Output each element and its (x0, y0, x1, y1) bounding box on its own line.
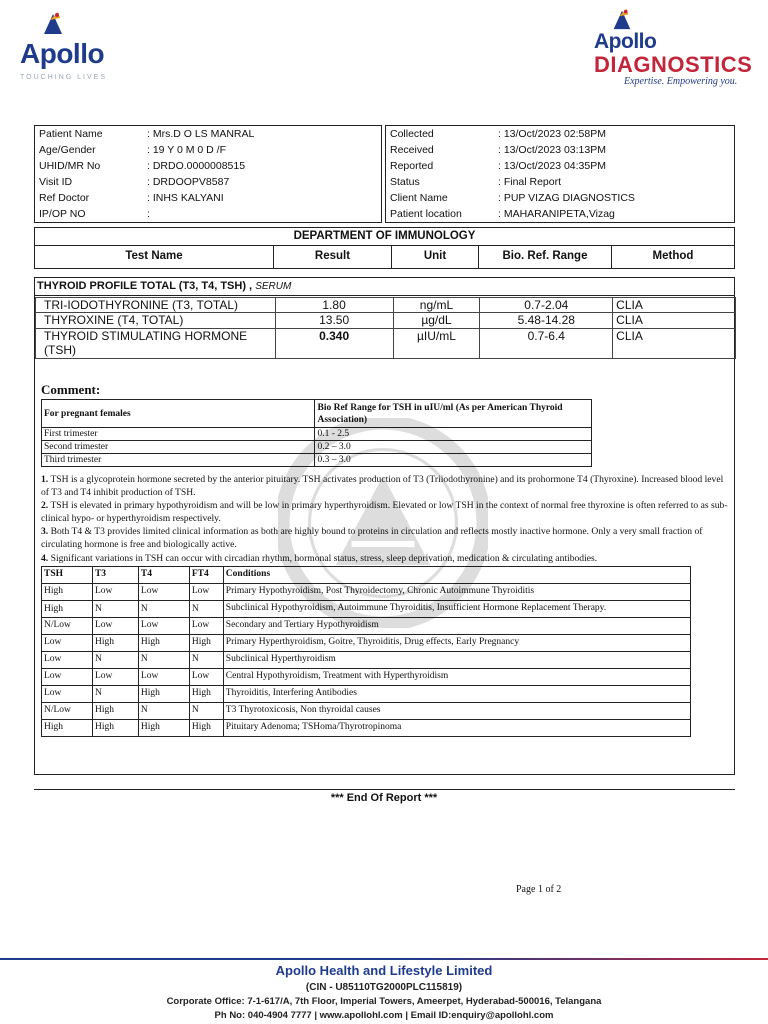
test-method: CLIA (613, 329, 736, 359)
test-method: CLIA (613, 313, 736, 329)
table-row: High N N N Subclinical Hypothyroidism, Autoimmune Thyroiditis, Insufficient Hormone Replacement Therapy. (42, 601, 691, 618)
column-header-result: Result (274, 246, 392, 268)
table-row: High High High High Pituitary Adenoma; TSHoma/Thyrotropinoma (42, 720, 691, 737)
table-row: Low N N N Subclinical Hyperthyroidism (42, 652, 691, 669)
pregnancy-ref-table (41, 399, 592, 467)
apollo-figure-icon (40, 10, 66, 36)
table-row: First trimester 0.1 - 2.5 (42, 428, 592, 441)
apollo-figure-icon (610, 6, 634, 32)
test-result: 0.340 (275, 329, 393, 359)
table-row (36, 298, 736, 313)
table-row: Second trimester 0.2 – 3.0 (42, 441, 592, 454)
table-row: Low Low Low Low Central Hypothyroidism, Treatment with Hyperthyroidism (42, 669, 691, 686)
patient-info-box: Patient Name : Mrs.D O LS MANRAL Age/Gender : 19 Y 0 M 0 D /F UHID/MR No : DRDO.0000008515 Visit ID : DRDOOPV8587 Ref Doctor : INHS KALYANI IP/OP NO : (34, 125, 382, 223)
column-header-unit: Unit (392, 246, 479, 268)
test-unit: µg/dL (393, 313, 480, 329)
footer-contact: Ph No: 040-4904 7777 | www.apollohl.com | Email ID:enquiry@apollohl.com (214, 1010, 554, 1021)
apollo-wordmark: Apollo (20, 38, 105, 69)
end-divider (34, 789, 735, 790)
footer-office: Corporate Office: 7-1-617/A, 7th Floor, Imperial Towers, Ameerpet, Hyderabad-500016, Telangana (166, 996, 602, 1007)
test-name: THYROXINE (T4, TOTAL) (36, 313, 276, 329)
table-row: N/Low Low Low Low Secondary and Tertiary Hypothyroidism (42, 618, 691, 635)
comment-notes (41, 473, 731, 565)
test-ref-range: 5.48-14.28 (480, 313, 613, 329)
note-item: 3. Both T4 & T3 provides limited clinical information as both are highly bound to proteins in circulation and reflects mostly inactive hormone. Only a very small fraction of circulating hormone is free and biologically active. (41, 526, 703, 551)
profile-title: THYROID PROFILE TOTAL (T3, T4, TSH) , SERUM (35, 278, 734, 296)
test-result: 1.80 (275, 298, 393, 313)
footer-company: Apollo Health and Lifestyle Limited (275, 963, 493, 978)
apollo-diagnostics-logo (594, 4, 754, 90)
footer-divider (0, 958, 768, 960)
note-item: 2. TSH is elevated in primary hypothyroidism and will be low in primary hyperthyroidism. Elevated or low TSH in the context of normal free thyroxine is often referred to as sub-clinical hypo- or hyperthyroidism respectively. (41, 500, 728, 525)
test-name: THYROID STIMULATING HORMONE (TSH) (36, 329, 276, 359)
page-number: Page 1 of 2 (516, 884, 562, 895)
table-row: Low High High High Primary Hyperthyroidism, Goitre, Thyroiditis, Drug effects, Early Pregnancy (42, 635, 691, 652)
diagnostics-wordmark-apollo: Apollo (594, 30, 657, 53)
column-header-method: Method (652, 250, 694, 262)
test-unit: µIU/mL (393, 329, 480, 359)
department-header (34, 227, 735, 269)
footer-cin: (CIN - U85110TG2000PLC115819) (305, 982, 463, 993)
note-item: 1. TSH is a glycoprotein hormone secreted by the anterior pituitary. TSH activates production of T3 (Triiodothyronine) and its prohormone T4 (Thyroxine). Increased blood level of T3 and T4 inhibit production of TSH. (41, 474, 724, 499)
table-row (36, 313, 736, 329)
table-row: High Low Low Low Primary Hypothyroidism, Post Thyroidectomy, Chronic Autoimmune Thyroiditis (42, 584, 691, 601)
test-method: CLIA (613, 298, 736, 313)
column-header-ref-range: Bio. Ref. Range (479, 246, 612, 268)
table-row: Third trimester 0.3 – 3.0 (42, 454, 592, 467)
specimen-label: SERUM (255, 281, 292, 292)
test-result: 13.50 (275, 313, 393, 329)
diagnostics-tagline: Expertise. Empowering you. (624, 76, 738, 87)
report-meta-box: Collected : 13/Oct/2023 02:58PM Received : 13/Oct/2023 03:13PM Reported : 13/Oct/2023 04:35PM Status : Final Report Client Name : PUP VIZAG DIAGNOSTICS Patient location : MAHARANIPETA,Vizag (385, 125, 735, 223)
table-row: Low N High High Thyroiditis, Interfering Antibodies (42, 686, 691, 703)
table-row: For pregnant females Bio Ref Range for TSH in uIU/ml (As per American Thyroid Association) (42, 400, 592, 428)
department-title: DEPARTMENT OF IMMUNOLOGY (35, 228, 734, 246)
test-ref-range: 0.7-2.04 (480, 298, 613, 313)
apollo-tagline: TOUCHING LIVES (20, 74, 107, 81)
table-row (36, 329, 736, 359)
table-row: TSH T3 T4 FT4 Conditions (42, 567, 691, 584)
results-section (34, 277, 735, 775)
comment-title: Comment: (41, 382, 101, 397)
results-table (35, 297, 736, 359)
test-ref-range: 0.7-6.4 (480, 329, 613, 359)
end-of-report: *** End Of Report *** (330, 792, 438, 804)
conditions-table (41, 566, 691, 737)
note-item: 4. Significant variations in TSH can occur with circadian rhythm, hormonal status, stress, sleep deprivation, medication & circulating antibodies. (41, 552, 598, 564)
test-name: TRI-IODOTHYRONINE (T3, TOTAL) (36, 298, 276, 313)
apollo-logo (18, 8, 108, 80)
column-header-test-name: Test Name (35, 246, 274, 268)
table-row: N/Low High N N T3 Thyrotoxicosis, Non thyroidal causes (42, 703, 691, 720)
diagnostics-wordmark: DIAGNOSTICS (594, 52, 753, 77)
test-unit: ng/mL (393, 298, 480, 313)
